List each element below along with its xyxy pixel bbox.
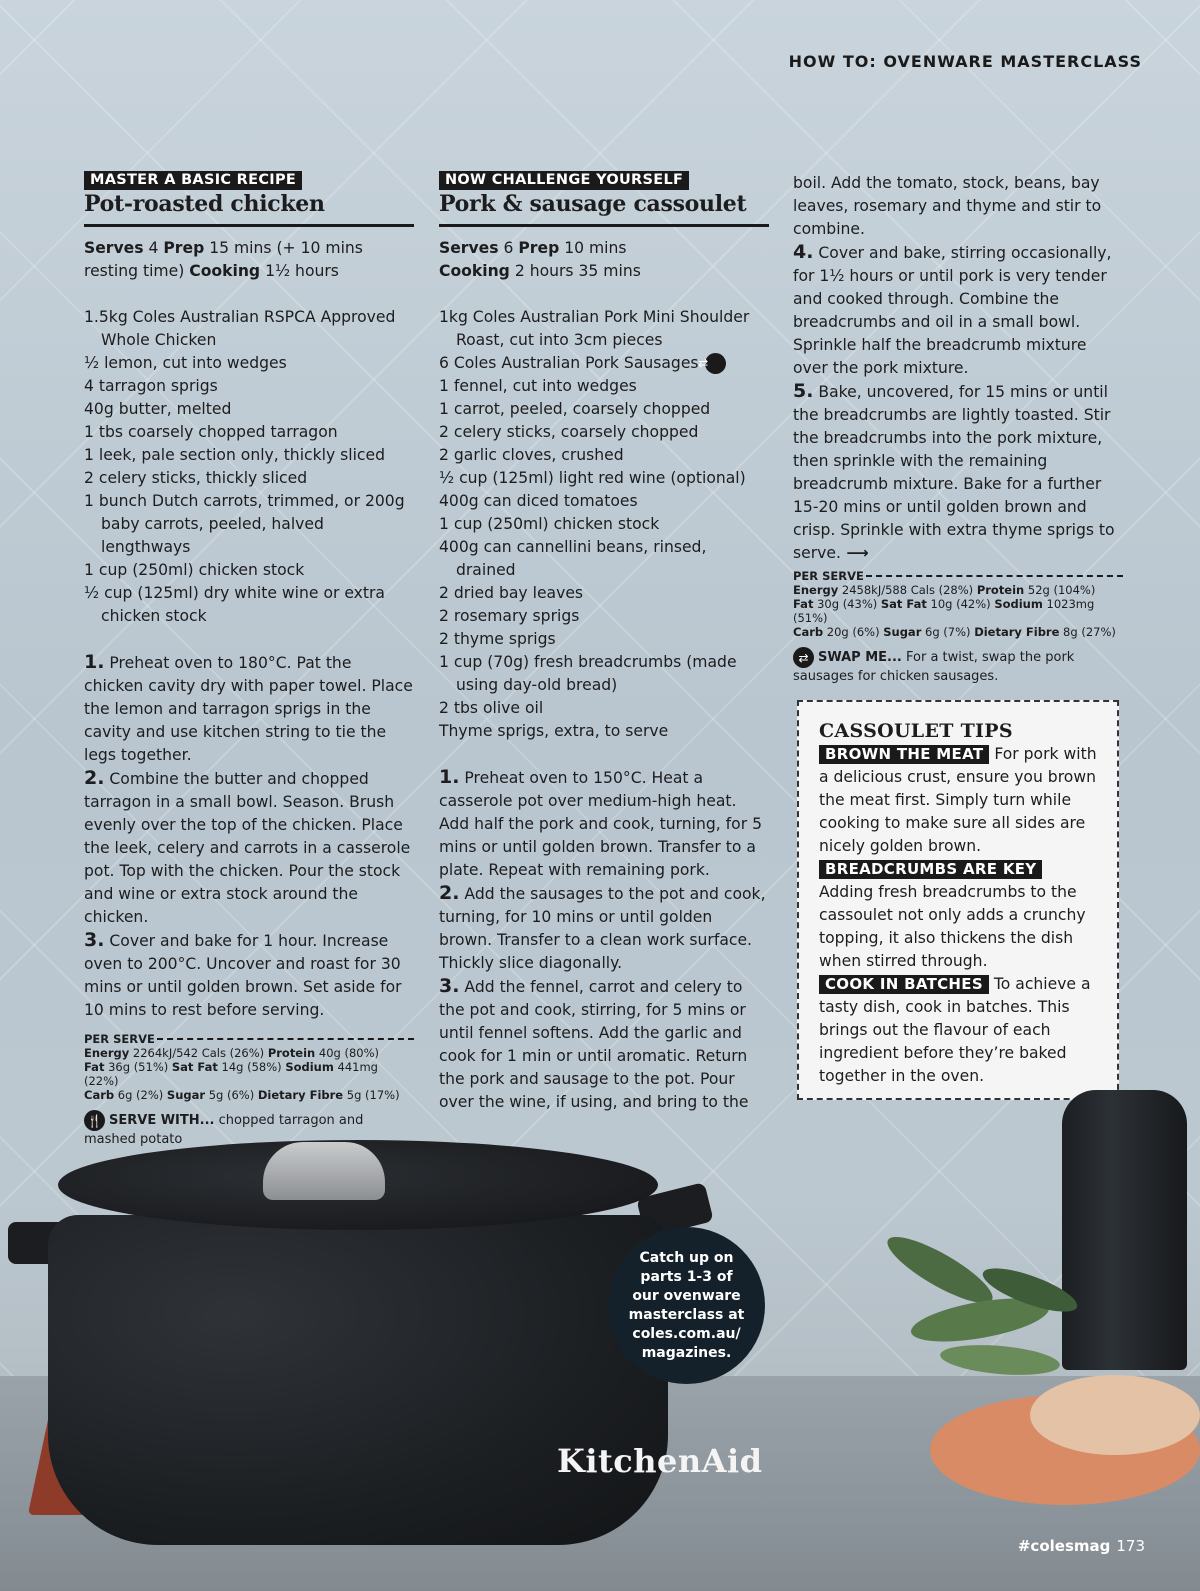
ingredient-item: 1 tbs coarsely chopped tarragon (84, 423, 338, 441)
nutrition-line: Fat 36g (51%) Sat Fat 14g (58%) Sodium 441mg (22%) (84, 1060, 378, 1088)
meta-line: Serves 6 Prep 10 mins (439, 239, 627, 257)
catch-up-circle: Catch up on parts 1-3 of our ovenware masterclass at coles.com.au/ magazines. (608, 1227, 765, 1384)
ingredients-list (439, 306, 769, 743)
nutrition-line: Carb 20g (6%) Sugar 6g (7%) Dietary Fibre 8g (27%) (793, 625, 1116, 639)
pepper-mill (1062, 1090, 1187, 1370)
method-steps (439, 766, 769, 1114)
brand-logo: KitchenAid (557, 1442, 763, 1480)
method-steps (84, 651, 414, 1022)
recipe-column-chicken (84, 168, 414, 1149)
nutrition-line: Carb 6g (2%) Sugar 5g (6%) Dietary Fibre 5g (17%) (84, 1088, 400, 1102)
tip-item: COOK IN BATCHES To achieve a tasty dish, cook in batches. This brings out the flavour of each ingredient before they’re baked together in the oven. (819, 975, 1091, 1085)
recipe-title: Pork & sausage cassoulet (439, 193, 769, 227)
ingredient-item: 6 Coles Australian Pork Sausages⇄ (439, 352, 769, 375)
ingredient-item: 400g can cannellini beans, rinsed, drained (439, 538, 707, 579)
ingredient-item: ½ cup (125ml) light red wine (optional) (439, 469, 746, 487)
nutrition-line: Fat 30g (43%) Sat Fat 10g (42%) Sodium 1023mg (51%) (793, 597, 1095, 625)
meta-line: Serves 4 Prep 15 mins (+ 10 mins (84, 239, 363, 257)
ingredient-item: 1 bunch Dutch carrots, trimmed, or 200g baby carrots, peeled, halved lengthways (84, 492, 405, 556)
tip-tag: COOK IN BATCHES (819, 975, 989, 994)
ingredient-item: 40g butter, melted (84, 400, 232, 418)
per-serve-heading: PER SERVE (84, 1032, 414, 1046)
page-footer (1018, 1537, 1145, 1555)
section-header: HOW TO: OVENWARE MASTERCLASS (788, 52, 1142, 71)
method-continued: boil. Add the tomato, stock, beans, bay leaves, rosemary and thyme and stir to combine. (793, 174, 1102, 238)
nutrition-line: Energy 2264kJ/542 Cals (26%) Protein 40g (80%) (84, 1046, 380, 1060)
tip-tag: BREADCRUMBS ARE KEY (819, 860, 1042, 879)
recipe-column-cassoulet (439, 168, 769, 1114)
tip-tag: BROWN THE MEAT (819, 745, 989, 764)
ingredient-item: 400g can diced tomatoes (439, 492, 638, 510)
nutrition-line: Energy 2458kJ/588 Cals (28%) Protein 52g (104%) (793, 583, 1096, 597)
lid-knob (263, 1142, 385, 1200)
recipe-column-continued (793, 172, 1123, 686)
method-steps (793, 241, 1123, 565)
ingredient-item: 2 tbs olive oil (439, 699, 544, 717)
recipe-meta (84, 237, 414, 283)
recipe-tag: NOW CHALLENGE YOURSELF (439, 171, 689, 190)
swap-icon: ⇄ (705, 353, 726, 374)
ingredient-item: 1 leek, pale section only, thickly sliced (84, 446, 386, 464)
ingredient-item: 2 thyme sprigs (439, 630, 556, 648)
method-step: 2. Combine the butter and chopped tarragon in a small bowl. Season. Brush evenly over the top of the chicken. Place the leek, celery and carrots in a casserole pot. Top with the chicken. Pour the stock and wine or extra stock around the chicken. (84, 767, 411, 926)
ingredient-item: ½ lemon, cut into wedges (84, 354, 287, 372)
meta-line: resting time) Cooking 1½ hours (84, 262, 339, 280)
ingredient-item: 1.5kg Coles Australian RSPCA Approved Whole Chicken (84, 308, 396, 349)
ingredient-item: 1 cup (250ml) chicken stock (84, 561, 305, 579)
serve-with-note: 🍴 SERVE WITH... chopped tarragon and mashed potato (84, 1110, 414, 1149)
cast-iron-pot (48, 1215, 668, 1545)
continue-arrow-icon: ⟶ (840, 544, 869, 562)
ingredient-item: 1 carrot, peeled, coarsely chopped (439, 400, 711, 418)
ingredient-item: 2 celery sticks, thickly sliced (84, 469, 308, 487)
ingredients-list (84, 306, 414, 628)
nutrition-info (793, 583, 1123, 639)
recipe-tag: MASTER A BASIC RECIPE (84, 171, 302, 190)
method-step: 5. Bake, uncovered, for 15 mins or until the breadcrumbs are lightly toasted. Stir the breadcrumbs into the pork mixture, then sprinkle with the remaining breadcrumb mixture. Bake for a further 15-20 mins or until golden brown and crisp. Sprinkle with extra thyme sprigs to serve. ⟶ (793, 380, 1115, 562)
ingredient-item: 4 tarragon sprigs (84, 377, 218, 395)
ingredient-item: 1kg Coles Australian Pork Mini Shoulder Roast, cut into 3cm pieces (439, 308, 750, 349)
ingredient-item: 1 cup (250ml) chicken stock (439, 515, 660, 533)
ingredient-item: 2 rosemary sprigs (439, 607, 580, 625)
per-serve-heading: PER SERVE (793, 569, 1123, 583)
meta-line: Cooking 2 hours 35 mins (439, 262, 641, 280)
cassoulet-tips-box (797, 700, 1119, 1100)
hashtag: #colesmag (1017, 1537, 1111, 1555)
tip-item: BREADCRUMBS ARE KEY Adding fresh breadcrumbs to the cassoulet not only adds a crunchy topping, it also thickens the dish when stirred through. (819, 860, 1086, 970)
tip-item: BROWN THE MEAT For pork with a delicious crust, ensure you brown the meat first. Simply turn while cooking to make sure all sides are nicely golden brown. (819, 745, 1097, 855)
nutrition-info (84, 1046, 414, 1102)
ingredient-item: 1 cup (70g) fresh breadcrumbs (made using day-old bread) (439, 653, 737, 694)
ingredient-item: Thyme sprigs, extra, to serve (439, 722, 669, 740)
tips-title: CASSOULET TIPS (819, 720, 1013, 742)
swap-icon: ⇄ (793, 647, 814, 668)
terracotta-plate (1030, 1375, 1200, 1455)
page-number: 173 (1116, 1537, 1145, 1555)
ingredient-item: 1 fennel, cut into wedges (439, 377, 637, 395)
method-step: 4. Cover and bake, stirring occasionally, for 1½ hours or until pork is very tender and cooked through. Combine the breadcrumbs and oil in a small bowl. Sprinkle half the breadcrumb mixture over the pork mixture. (793, 241, 1112, 377)
tips-list (819, 743, 1097, 1088)
method-step: 2. Add the sausages to the pot and cook, turning, for 10 mins or until golden brown. Transfer to a clean work surface. Thickly slice diagonally. (439, 882, 766, 972)
ingredient-item: 2 dried bay leaves (439, 584, 584, 602)
cutlery-icon: 🍴 (84, 1110, 105, 1131)
bay-leaves (880, 1230, 1080, 1390)
recipe-title: Pot-roasted chicken (84, 193, 414, 227)
recipe-meta (439, 237, 769, 283)
method-step: 1. Preheat oven to 180°C. Pat the chicken cavity dry with paper towel. Place the lemon and tarragon sprigs in the cavity and use kitchen string to tie the legs together. (84, 651, 413, 764)
method-step: 1. Preheat oven to 150°C. Heat a casserole pot over medium-high heat. Add half the pork and cook, turning, for 5 mins or until golden brown. Transfer to a plate. Repeat with remaining pork. (439, 766, 763, 879)
method-step: 3. Add the fennel, carrot and celery to the pot and cook, stirring, for 5 mins or until fennel softens. Add the garlic and cook for 1 min or until aromatic. Return the pork and sausage to the pot. Pour over the wine, if using, and bring to the (439, 975, 749, 1111)
ingredient-item: 2 garlic cloves, crushed (439, 446, 624, 464)
swap-me-note: ⇄ SWAP ME... For a twist, swap the pork sausages for chicken sausages. (793, 647, 1123, 686)
ingredient-item: 2 celery sticks, coarsely chopped (439, 423, 699, 441)
method-step: 3. Cover and bake for 1 hour. Increase oven to 200°C. Uncover and roast for 30 mins or until golden brown. Set aside for 10 mins to rest before serving. (84, 929, 402, 1019)
ingredient-item: ½ cup (125ml) dry white wine or extra chicken stock (84, 584, 385, 625)
